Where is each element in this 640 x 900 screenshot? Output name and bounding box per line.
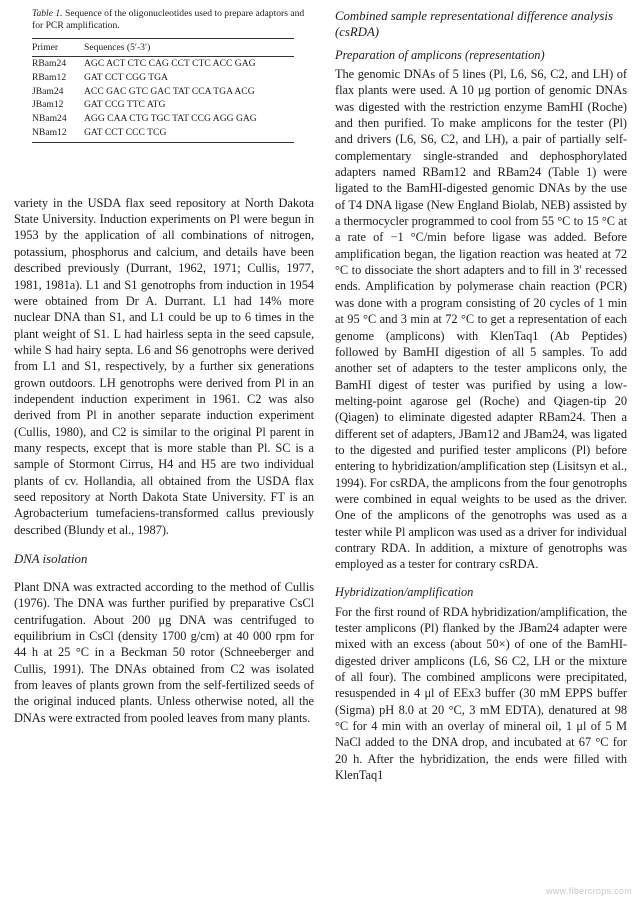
primer-cell: NBam12 (32, 126, 84, 142)
table-header-row (32, 39, 294, 57)
sequence-cell: ACC GAC GTC GAC TAT CCA TGA ACG (84, 85, 255, 97)
section-heading-csrda: Combined sample representational difference analysis (csRDA) (335, 9, 613, 39)
table-row (32, 71, 294, 85)
paragraph-dna-isolation: Plant DNA was extracted according to the method of Cullis (1976). The DNA was further purified by preparative CsCl centrifugation. About 200 μg DNA was centrifuged to equilibrium in CsCl (density 1700 g/cm) at 40 000 rpm for 44 h at 25 °C in a Beckman 50 rotor (Schneeberger and Cullis, 1991). The DNAs obtained from C2 was isolated from leaves of plants grown from the self-fertilized seeds of the original induced plants. Unless otherwise noted, all the DNAs were extracted from pooled leaves from many plants. (14, 580, 314, 725)
primer-table (32, 38, 294, 143)
header-sequences: Sequences (5′-3′) (84, 39, 294, 57)
paragraph-hybridization: For the first round of RDA hybridization/amplification, the tester amplicons (Pl) flanked by the JBam24 adapter were mixed with an excess (about 50×) of one of the BamHI- digested driver amplicons (L6, S6 C2, LH or the mixture of all four). The combined amplicons were precipitated, resuspended in 4 μl of EEx3 buffer (30 mM EPPS buffer (Sigma) pH 8.0 at 20 °C, 3 mM EDTA), denatured at 98 °C for 4 min with an overlay of mineral oil, 1 μl of 5 M NaCl added to the DNA drop, and incubated at 67 °C for 20 h. After the hybridization, the ends were filled with KlenTaq1 (335, 604, 627, 783)
table-row (32, 126, 294, 142)
section-heading-dna-isolation: DNA isolation (14, 552, 88, 566)
watermark-text: www.fibercrops.com (546, 886, 632, 896)
table-row (32, 57, 294, 71)
primer-cell: RBam12 (32, 71, 67, 83)
table-caption (32, 8, 314, 32)
sequence-cell: GAT CCT CCC TCG (84, 126, 294, 142)
left-column (14, 8, 314, 726)
right-column (335, 8, 627, 783)
sequence-cell: GAT CCT CGG TGA (84, 71, 168, 83)
subheading-amplicons: Preparation of amplicons (representation) (335, 48, 545, 62)
sequence-cell: AGC ACT CTC CAG CCT CTC ACC GAG (84, 58, 256, 69)
primer-cell: JBam12 (32, 99, 64, 111)
sequence-cell: AGG CAA CTG TGC TAT CCG AGG GAG (84, 113, 257, 125)
table-row (32, 85, 294, 99)
subheading-hybridization: Hybridization/amplification (335, 584, 474, 599)
table-row (32, 112, 294, 126)
table-caption-text: Sequence of the oligonucleotides used to prepare adaptors and for PCR amplification. (32, 8, 305, 31)
primer-cell: JBam24 (32, 85, 64, 97)
primer-cell: RBam24 (32, 58, 67, 69)
primer-cell: NBam24 (32, 113, 67, 125)
paragraph-amplicons: The genomic DNAs of 5 lines (Pl, L6, S6, C2, and LH) of flax plants were used. A 10 μg portion of genomic DNAs was digested with the restriction enzyme BamHI (Roche) and then purified. To make amplicons for the tester (Pl) and drivers (L6, S6, C2, and LH), a pair of partially self-complementary single-stranded and dephosphorylated adapters named RBam12 and RBam24 (Table 1) were ligated to the BamHI-digested genomic DNAs by the use of T4 DNA ligase (New England Biolab, NEB) assisted by a thermocycler programmed to cool from 55 °C to 15 °C at a rate of −1 °C/min before ligase was added. Before amplification began, the ligation reaction was heated at 72 °C to dissociate the short adapters and to fill in 3′ recessed ends. Amplification by polymerase chain reaction (PCR) was done with a program consisting of 20 cycles of 1 min at 95 °C and 3 min at 72 °C to get a representation of each genome (amplicons) with KlenTaq1 (Ab Peptides) followed by BamHI digestion of all 5 samples. To add another set of adapters to the tester amplicons only, the BamHI digest of tester was purified by using a low-melting-point agarose gel (Roche) and Qiagen-tip 20 (Qiagen) to eliminate digested adapter RBam24. Then a different set of adapters, JBam12 and JBam24, was ligated to the digested and purified tester amplicons (Pl) before entering to hybridization/amplification step (Lisitsyn et al., 1994). For csRDA, the amplicons from the four genotrophs were combined in equal weights to be used as the driver. One of the amplicons of the genotrophs was used as a tester while Pl amplicon was used as a driver for individual contrary RDA. In addition, a mixture of genotrophs was employed as a tester for contrary csRDA. (335, 67, 627, 572)
header-primer: Primer (32, 39, 84, 57)
table-row (32, 98, 294, 112)
table-caption-label: Table 1. (32, 8, 63, 19)
sequence-cell: GAT CCG TTC ATG (84, 99, 166, 111)
paragraph-plant-material: variety in the USDA flax seed repository at North Dakota State University. Induction experiments on Pl were begun in 1953 by the application of all combinations of nitrogen, potassium, phosphorus and calcium, and details have been described previously (Durrant, 1962, 1971; Cullis, 1977, 1981, 1981a). L1 and S1 genotrophs from induction in 1954 were obtained from Dr A. Durrant. L1 had 14% more nuclear DNA than S1, and L1 could be up to 6 times in the plant weight of S1. L had hairless septa in the seed capsule, while S had hairy septa. L6 and S6 genotrophs were derived from L1 and S1, respectively, by a further six generations grown outdoors. LH genotrophs were derived from Pl in an independent induction experiment in 1961. C2 was also derived from Pl in another separate induction experiment (Cullis, 1980), and C2 is similar to the original Pl parent in many respects, except that is more stable than Pl. SC is a sample of Stormont Cirrus, H4 and H5 are two individual plants of cv. Hollandia, all obtained from the USDA flax seed repository at North Dakota State University. FT is an Agrobacterium tumefaciens-transformed callus previously described (Blundy et al., 1987). (14, 195, 314, 537)
